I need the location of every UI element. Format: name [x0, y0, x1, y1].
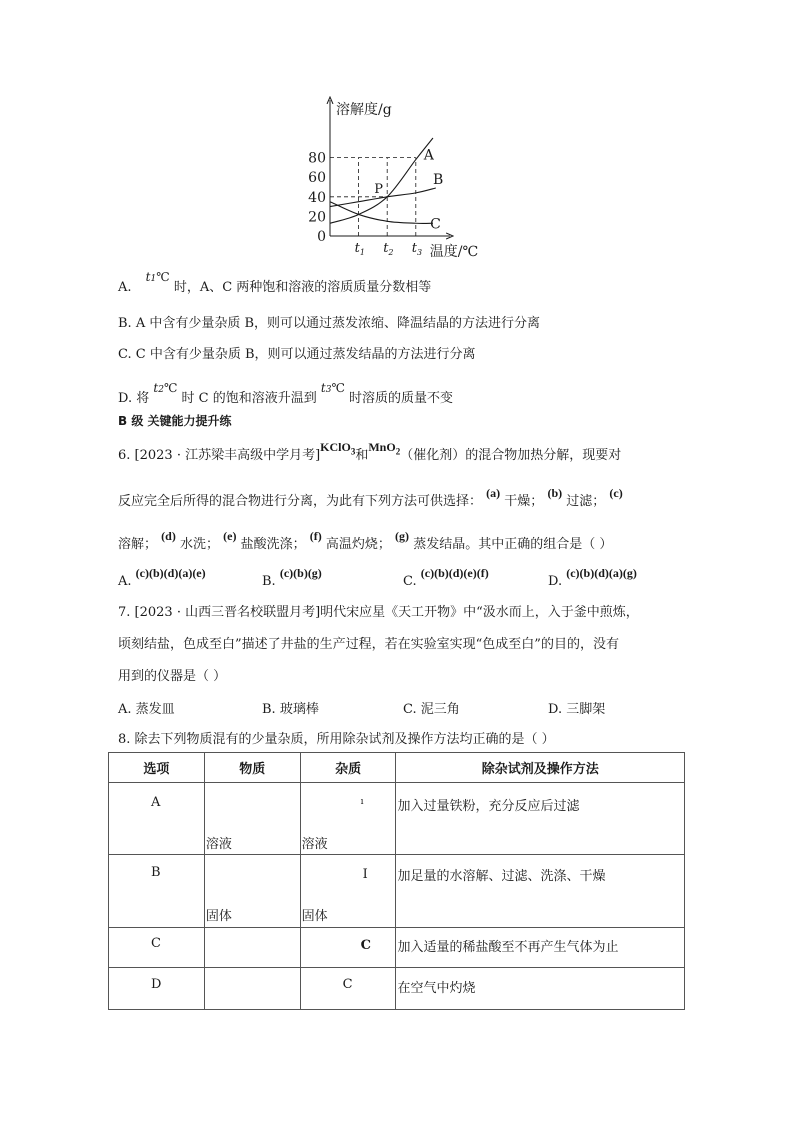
y-tick-label: 20: [308, 209, 326, 226]
q6-opt-g: (g): [395, 529, 410, 543]
q6-line-2-text: 反应完全后所得的混合物进行分离，为此有下列方法可供选择：: [118, 494, 483, 509]
cell-substance: [204, 968, 300, 1010]
cell-impurity-mark: I: [362, 867, 368, 882]
q8-stem: 8. 除去下列物质混有的少量杂质，所用除杂试剂及操作方法均正确的是（ ）: [118, 732, 555, 747]
q6-answer-d-value: (c)(b)(d)(a)(g): [566, 566, 637, 580]
cell-impurity-text: 溶液: [301, 837, 328, 852]
temp-sub: 1: [150, 274, 157, 284]
solubility-chart: [300, 92, 500, 262]
x-tick-subscript: 2: [388, 248, 394, 257]
y-tick-label: 60: [308, 170, 326, 187]
q6-opt-g-text: 蒸发结晶。其中正确的组合是（ ）: [413, 537, 613, 552]
cell-impurity: [300, 855, 396, 928]
q5-option-b: B. A 中含有少量杂质 B，则可以通过蒸发浓缩、降温结晶的方法进行分离: [118, 316, 541, 331]
q5-option-a-prefix: A.: [118, 280, 132, 295]
q6-answer-d-label: D.: [548, 574, 563, 589]
cell-method: [396, 968, 685, 1010]
q6-opt-c: (c): [609, 486, 623, 500]
q6-answer-b-label: B.: [262, 574, 276, 589]
cell-impurity: [300, 928, 396, 968]
q6-answer-a-label: A.: [118, 574, 132, 589]
q6-answer-d: [548, 566, 637, 589]
curve-a: [330, 138, 433, 223]
q6-and: 和: [355, 448, 369, 463]
temp-unit: ℃: [156, 270, 170, 284]
formula-mno2-sub: 2: [395, 446, 401, 457]
chart-curves: [330, 138, 436, 223]
q6-line-2: [118, 486, 623, 509]
x-tick-label: $t_1$: [354, 241, 365, 257]
cell-method: [396, 783, 685, 855]
section-b-heading: B 级 关键能力提升练: [118, 414, 232, 428]
cell-impurity: [300, 968, 396, 1010]
formula-kclo3: [320, 440, 356, 457]
intersection-label: P: [374, 181, 383, 197]
q6-answer-c: [403, 566, 489, 589]
q7-option-d: D. 三脚架: [548, 702, 606, 717]
q5-option-a-temp: [146, 270, 170, 284]
table-row: [109, 968, 685, 1010]
series-label-c: C: [430, 216, 441, 233]
q5-option-d-end: 时溶质的质量不变: [349, 391, 454, 406]
cell-impurity-mark: C: [342, 977, 353, 992]
cell-substance: [204, 928, 300, 968]
q5-option-c: C. C 中含有少量杂质 B，则可以通过蒸发结晶的方法进行分离: [118, 347, 476, 362]
cell-impurity-mark: C: [360, 938, 372, 953]
cell-method: [396, 855, 685, 928]
q5-option-d-temp1: [153, 381, 177, 395]
q6-answer-b: [262, 566, 322, 589]
temp-letter: t: [320, 381, 326, 395]
q6-opt-d-text: 水洗；: [179, 537, 219, 552]
q6-answer-c-label: C.: [403, 574, 417, 589]
q7-option-c: C. 泥三角: [403, 702, 460, 717]
y-tick-label: 40: [308, 189, 326, 206]
q6-line-1-end: （催化剂）的混合物加热分解，现要对: [400, 448, 622, 463]
temp-sub: 2: [158, 385, 164, 395]
cell-method-text: 在空气中灼烧: [397, 981, 476, 996]
y-axis-label: 溶解度/g: [336, 102, 392, 118]
cell-impurity-text: 固体: [301, 909, 328, 924]
cell-substance-text: 固体: [205, 909, 232, 924]
q6-answer-c-value: (c)(b)(d)(e)(f): [420, 566, 489, 580]
q6-opt-e-text: 盐酸洗涤；: [240, 537, 306, 552]
cell-option: [109, 968, 205, 1010]
cell-substance: [204, 855, 300, 928]
temp-letter: t: [145, 270, 151, 284]
temp-letter: t: [153, 381, 159, 395]
x-tick-label: $t_2$: [383, 241, 394, 257]
temp-sub: 3: [325, 385, 332, 395]
table-row: [109, 928, 685, 968]
q6-answer-a-value: (c)(b)(d)(a)(e): [135, 566, 206, 580]
q7-line-3: 用到的仪器是（ ）: [118, 669, 227, 684]
q6-line-1: [118, 440, 622, 464]
table-row: [109, 855, 685, 928]
q7-line-2: 顷刻结盐，色成至白”描述了井盐的生产过程，若在实验室实现“色成至白”的目的，没有: [118, 637, 619, 652]
cell-method-text: 加入过量铁粉，充分反应后过滤: [397, 799, 580, 814]
q5-option-d-temp2: [321, 381, 345, 395]
cell-option: [109, 855, 205, 928]
temp-unit: ℃: [331, 381, 345, 395]
cell-substance: [204, 783, 300, 855]
q6-opt-b-text: 过滤；: [566, 494, 606, 509]
cell-option: [109, 928, 205, 968]
cell-method-text: 加足量的水溶解、过滤、洗涤、干燥: [397, 869, 606, 884]
q5-option-d-prefix: D. 将: [118, 391, 150, 406]
x-tick-subscript: 1: [359, 248, 365, 257]
cell-option-text: A: [151, 795, 161, 810]
header-substance: 物质: [204, 753, 300, 783]
table-row: [109, 783, 685, 855]
x-tick-label: $t_3$: [411, 241, 423, 257]
cell-method-text: 加入适量的稀盐酸至不再产生气体为止: [397, 940, 619, 955]
q6-line-3: [118, 529, 613, 552]
y-tick-label: 0: [317, 229, 326, 245]
cell-method: [396, 928, 685, 968]
formula-mno2: [368, 440, 401, 457]
q7-line-1: 7. [2023 · 山西三晋名校联盟月考]明代宋应星《天工开物》中“汲水而上，入于釜中煎炼，: [118, 605, 639, 620]
formula-kclo3-main: KClO: [320, 440, 351, 454]
table-header-row: [109, 753, 685, 783]
cell-impurity: [300, 783, 396, 855]
q6-opt-b: (b): [547, 486, 563, 500]
q6-line-3-start: 溶解；: [118, 537, 158, 552]
curve-c: [330, 202, 433, 224]
header-option: 选项: [109, 753, 205, 783]
q6-source: 6. [2023 · 江苏梁丰高级中学月考]: [118, 448, 321, 463]
q5-option-a: [118, 270, 432, 295]
q6-answer-a: [118, 566, 206, 589]
q6-answer-b-value: (c)(b)(g): [279, 566, 322, 580]
q6-opt-e: (e): [223, 529, 237, 543]
header-method: 除杂试剂及操作方法: [396, 753, 685, 783]
q8-table: [108, 752, 685, 1010]
series-label-a: A: [423, 147, 434, 164]
formula-mno2-main: MnO: [368, 440, 396, 454]
series-label-b: B: [432, 171, 444, 188]
q5-option-d-mid: 时 C 的饱和溶液升温到: [181, 391, 317, 406]
cell-option-text: C: [151, 936, 161, 951]
q6-opt-a: (a): [486, 486, 501, 500]
y-tick-label: 80: [308, 150, 326, 167]
q6-opt-d: (d): [161, 529, 176, 543]
q6-opt-f-text: 高温灼烧；: [325, 537, 391, 552]
header-impurity: 杂质: [300, 753, 396, 783]
q7-option-b: B. 玻璃棒: [262, 702, 319, 717]
cell-option-text: D: [151, 977, 162, 992]
cell-option: [109, 783, 205, 855]
cell-impurity-mark: ı: [360, 797, 364, 807]
q6-opt-f: (f): [309, 529, 322, 543]
chart-reference-lines: [330, 158, 416, 236]
x-tick-subscript: 3: [417, 248, 423, 257]
q6-opt-a-text: 干燥；: [504, 494, 544, 509]
x-axis-label: 温度/℃: [429, 244, 479, 260]
q7-option-a: A. 蒸发皿: [118, 702, 175, 717]
q5-option-a-text: 时，A、C 两种饱和溶液的溶质质量分数相等: [173, 280, 432, 295]
cell-substance-text: 溶液: [205, 837, 232, 852]
q5-option-d: [118, 381, 454, 406]
formula-kclo3-sub: 3: [350, 446, 356, 457]
temp-unit: ℃: [163, 381, 178, 395]
cell-option-text: B: [151, 865, 161, 880]
